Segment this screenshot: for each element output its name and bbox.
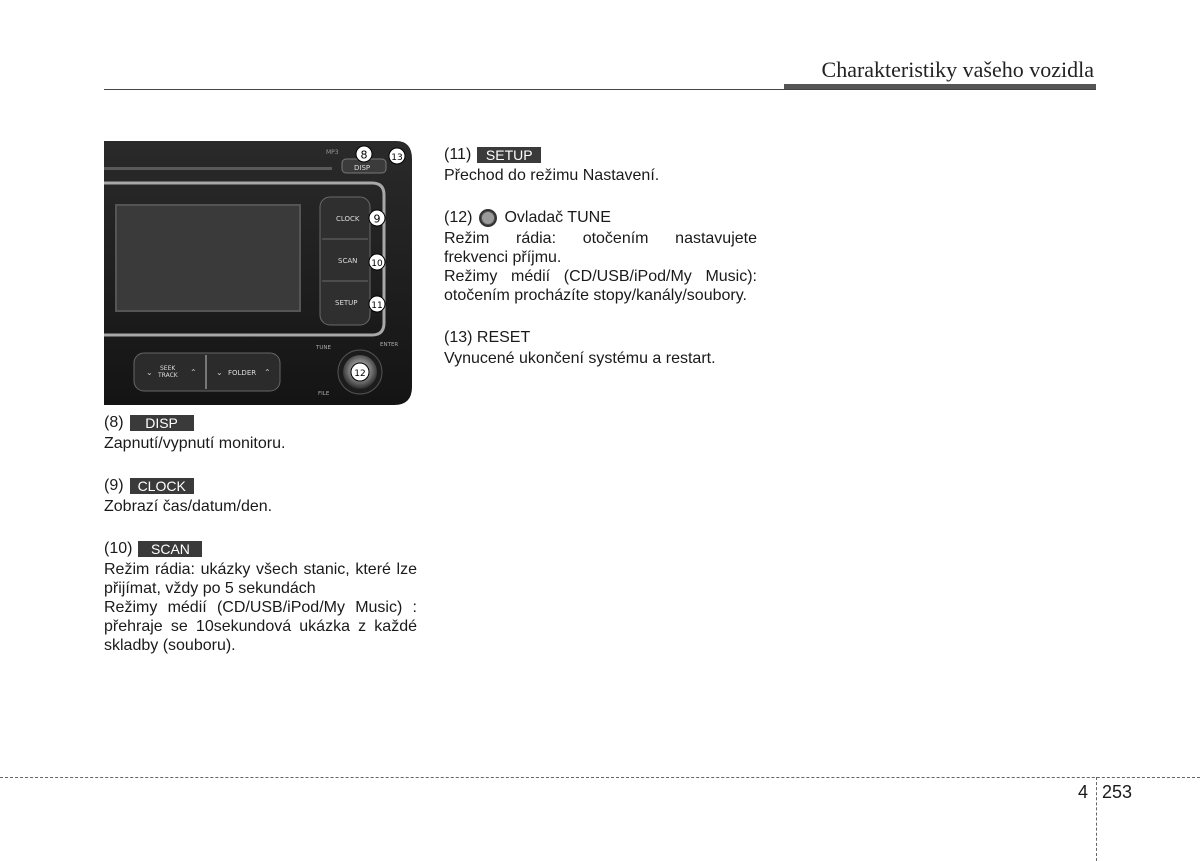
item-11 bbox=[444, 144, 757, 185]
mp3-label: MP3 bbox=[326, 149, 339, 156]
scan-chip: SCAN bbox=[138, 541, 202, 557]
svg-text:13: 13 bbox=[391, 153, 403, 163]
item-9-heading bbox=[104, 475, 417, 496]
item-9 bbox=[104, 475, 417, 516]
tune-knob-icon bbox=[478, 208, 498, 228]
item-10-heading bbox=[104, 538, 417, 559]
item-9-number: (9) bbox=[104, 477, 124, 494]
clock-button-label[interactable]: CLOCK bbox=[336, 215, 360, 223]
audio-unit-photo bbox=[104, 141, 412, 405]
left-column bbox=[104, 412, 417, 677]
item-8 bbox=[104, 412, 417, 453]
item-10-text-media: Režimy médií (CD/USB/iPod/My Music) : přehraje se 10sekundová ukázka z každé skladby (souboru). bbox=[104, 599, 417, 654]
enter-label: ENTER bbox=[380, 342, 399, 348]
item-12-heading bbox=[444, 207, 757, 228]
item-12-number: (12) bbox=[444, 209, 473, 226]
item-13-number: (13) RESET bbox=[444, 329, 531, 346]
svg-text:9: 9 bbox=[373, 212, 381, 226]
item-12-label: Ovladač TUNE bbox=[504, 209, 611, 226]
footer-vertical-divider bbox=[1096, 777, 1097, 861]
item-13-text: Vynucené ukončení systému a restart. bbox=[444, 350, 716, 367]
callout-12 bbox=[351, 363, 369, 381]
footer-divider bbox=[0, 777, 1200, 778]
item-11-text: Přechod do režimu Nastavení. bbox=[444, 167, 660, 184]
item-8-heading bbox=[104, 412, 417, 433]
callout-13 bbox=[389, 148, 405, 164]
callout-11 bbox=[369, 296, 385, 312]
item-13-heading bbox=[444, 327, 757, 348]
item-10-number: (10) bbox=[104, 540, 133, 557]
disp-button-label: DISP bbox=[354, 164, 371, 172]
seek-up-icon: ⌃ bbox=[190, 368, 197, 377]
setup-chip: SETUP bbox=[477, 147, 541, 163]
callout-9 bbox=[369, 210, 385, 226]
svg-text:12: 12 bbox=[354, 369, 366, 379]
svg-text:11: 11 bbox=[371, 301, 383, 311]
item-8-number: (8) bbox=[104, 414, 124, 431]
item-12 bbox=[444, 207, 757, 305]
scan-button-label[interactable]: SCAN bbox=[338, 257, 358, 265]
callout-8 bbox=[356, 146, 372, 162]
file-label: FILE bbox=[318, 391, 330, 397]
cd-slot bbox=[104, 167, 332, 170]
svg-text:10: 10 bbox=[371, 259, 383, 269]
item-12-text-media: Režimy médií (CD/USB/iPod/My Music): otočením procházíte stopy/kanály/soubory. bbox=[444, 268, 757, 304]
seek-down-icon: ⌄ bbox=[146, 368, 153, 377]
item-11-number: (11) bbox=[444, 146, 472, 163]
disp-chip: DISP bbox=[130, 415, 194, 431]
item-13 bbox=[444, 327, 757, 368]
track-label: TRACK bbox=[158, 372, 178, 379]
callout-10 bbox=[369, 254, 385, 270]
folder-up-icon: ⌃ bbox=[264, 368, 271, 377]
item-9-text: Zobrazí čas/datum/den. bbox=[104, 498, 273, 515]
header-rule bbox=[104, 89, 1096, 90]
item-8-text: Zapnutí/vypnutí monitoru. bbox=[104, 435, 286, 452]
chapter-number: 4 bbox=[1078, 782, 1089, 802]
folder-down-icon: ⌄ bbox=[216, 368, 223, 377]
item-10 bbox=[104, 538, 417, 655]
item-11-heading bbox=[444, 144, 757, 165]
svg-text:8: 8 bbox=[360, 148, 368, 162]
clock-chip: CLOCK bbox=[130, 478, 194, 494]
setup-button-label[interactable]: SETUP bbox=[335, 299, 358, 307]
seek-label: SEEK bbox=[160, 365, 176, 372]
item-12-text-radio: Režim rádia: otočením nastavujete frekvenci příjmu. bbox=[444, 230, 757, 266]
tune-label: TUNE bbox=[316, 345, 331, 351]
page-number: 253 bbox=[1102, 782, 1133, 802]
item-10-text-radio: Režim rádia: ukázky všech stanic, které lze přijímat, vždy po 5 sekundách bbox=[104, 561, 417, 597]
display-screen bbox=[116, 205, 300, 311]
right-column bbox=[444, 144, 757, 390]
section-title: Charakteristiky vašeho vozidla bbox=[821, 57, 1094, 82]
folder-label: FOLDER bbox=[228, 369, 257, 377]
